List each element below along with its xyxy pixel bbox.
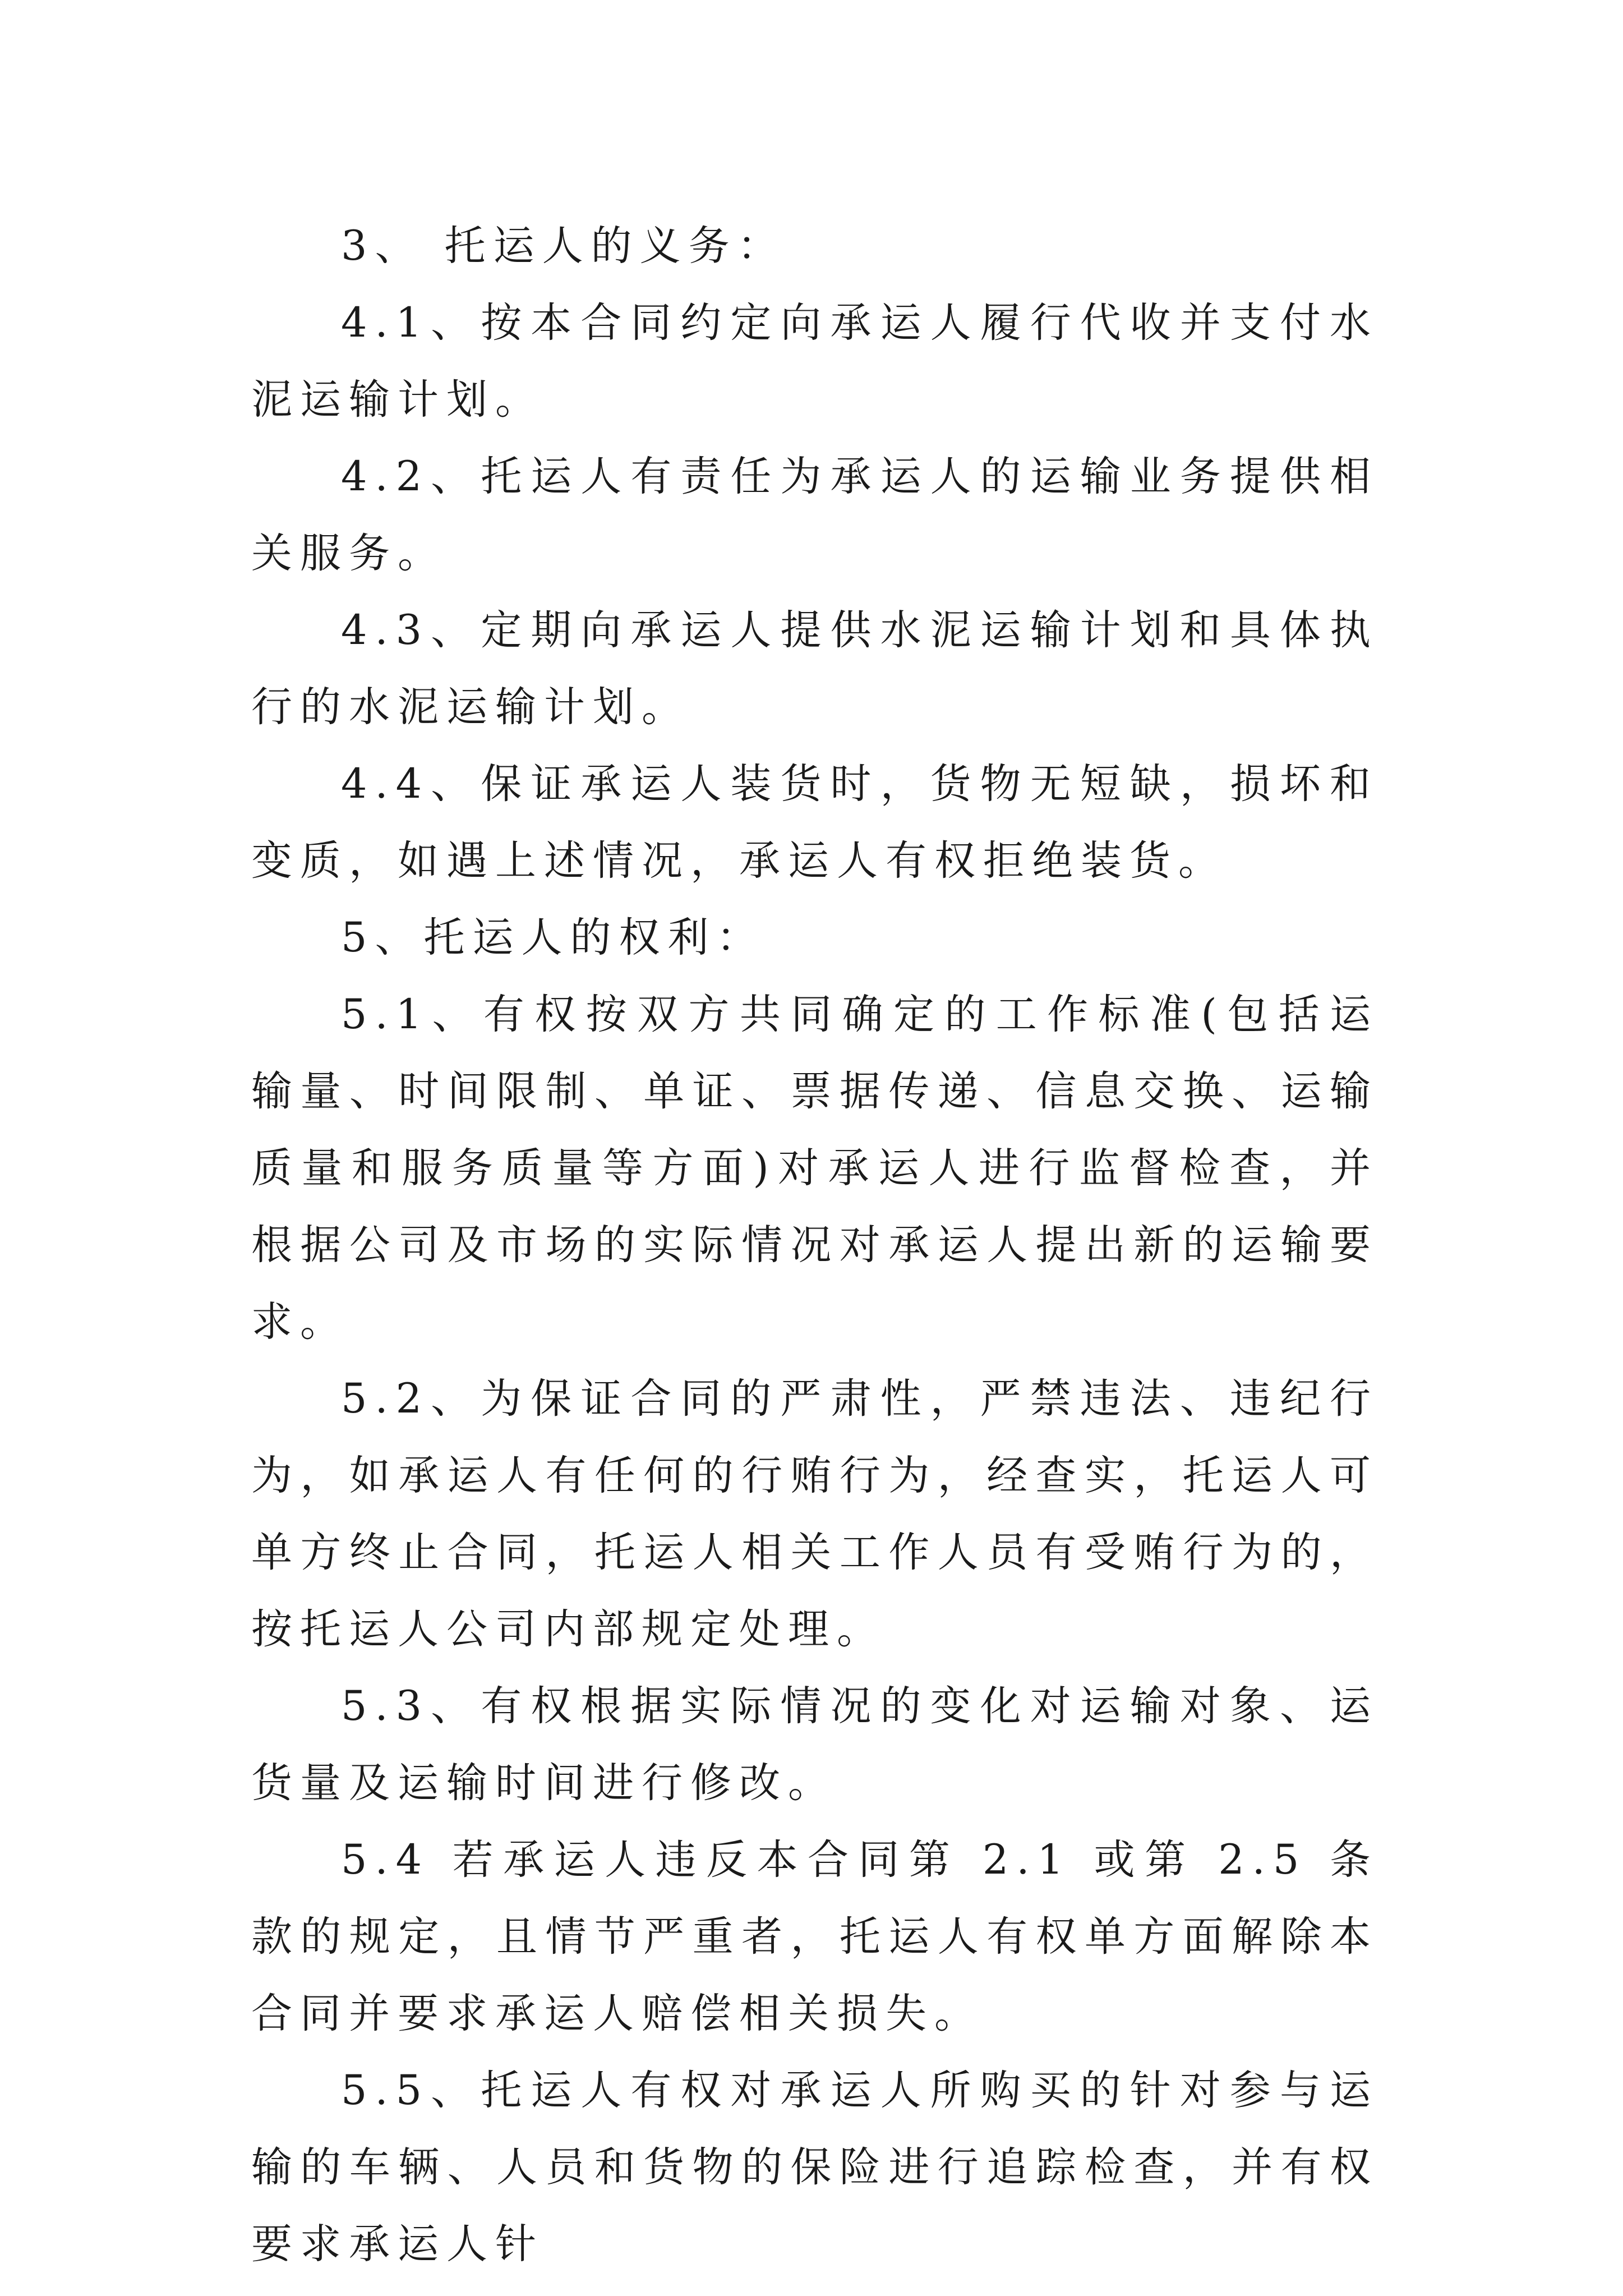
clause-5-3: 5.3、有权根据实际情况的变化对运输对象、运货量及运输时间进行修改。 (251, 1682, 1378, 1807)
clause-4-1: 4.1、按本合同约定向承运人履行代收并支付水泥运输计划。 (251, 299, 1378, 424)
clause-5-4: 5.4 若承运人违反本合同第 2.1 或第 2.5 条款的规定，且情节严重者，托运人有权单方面解除本合同并要求承运人赔偿相关损失。 (251, 1836, 1378, 2037)
clause-4-3: 4.3、定期向承运人提供水泥运输计划和具体执行的水泥运输计划。 (251, 606, 1378, 731)
clause-5-1: 5.1、有权按双方共同确定的工作标准(包括运输量、时间限制、单证、票据传递、信息交换、运输质量和服务质量等方面)对承运人进行监督检查，并根据公司及市场的实际情况对承运人提出新的运输要求。 (251, 991, 1378, 1346)
clause-4-2: 4.2、托运人有责任为承运人的运输业务提供相关服务。 (251, 453, 1378, 577)
section-5-heading: 5、托运人的权利： (341, 914, 766, 961)
clause-5-5: 5.5、托运人有权对承运人所购买的针对参与运输的车辆、人员和货物的保险进行追踪检查，并有权要求承运人针 (251, 2067, 1378, 2268)
section-3-heading: 3、 托运人的义务： (341, 222, 786, 270)
clause-5-2: 5.2、为保证合同的严肃性，严禁违法、违纪行为，如承运人有任何的行贿行为，经查实，托运人可单方终止合同，托运人相关工作人员有受贿行为的，按托运人公司内部规定处理。 (251, 1375, 1378, 1653)
document-body (251, 208, 1378, 2283)
clause-4-4: 4.4、保证承运人装货时，货物无短缺，损坏和变质，如遇上述情况，承运人有权拒绝装货。 (251, 760, 1378, 885)
